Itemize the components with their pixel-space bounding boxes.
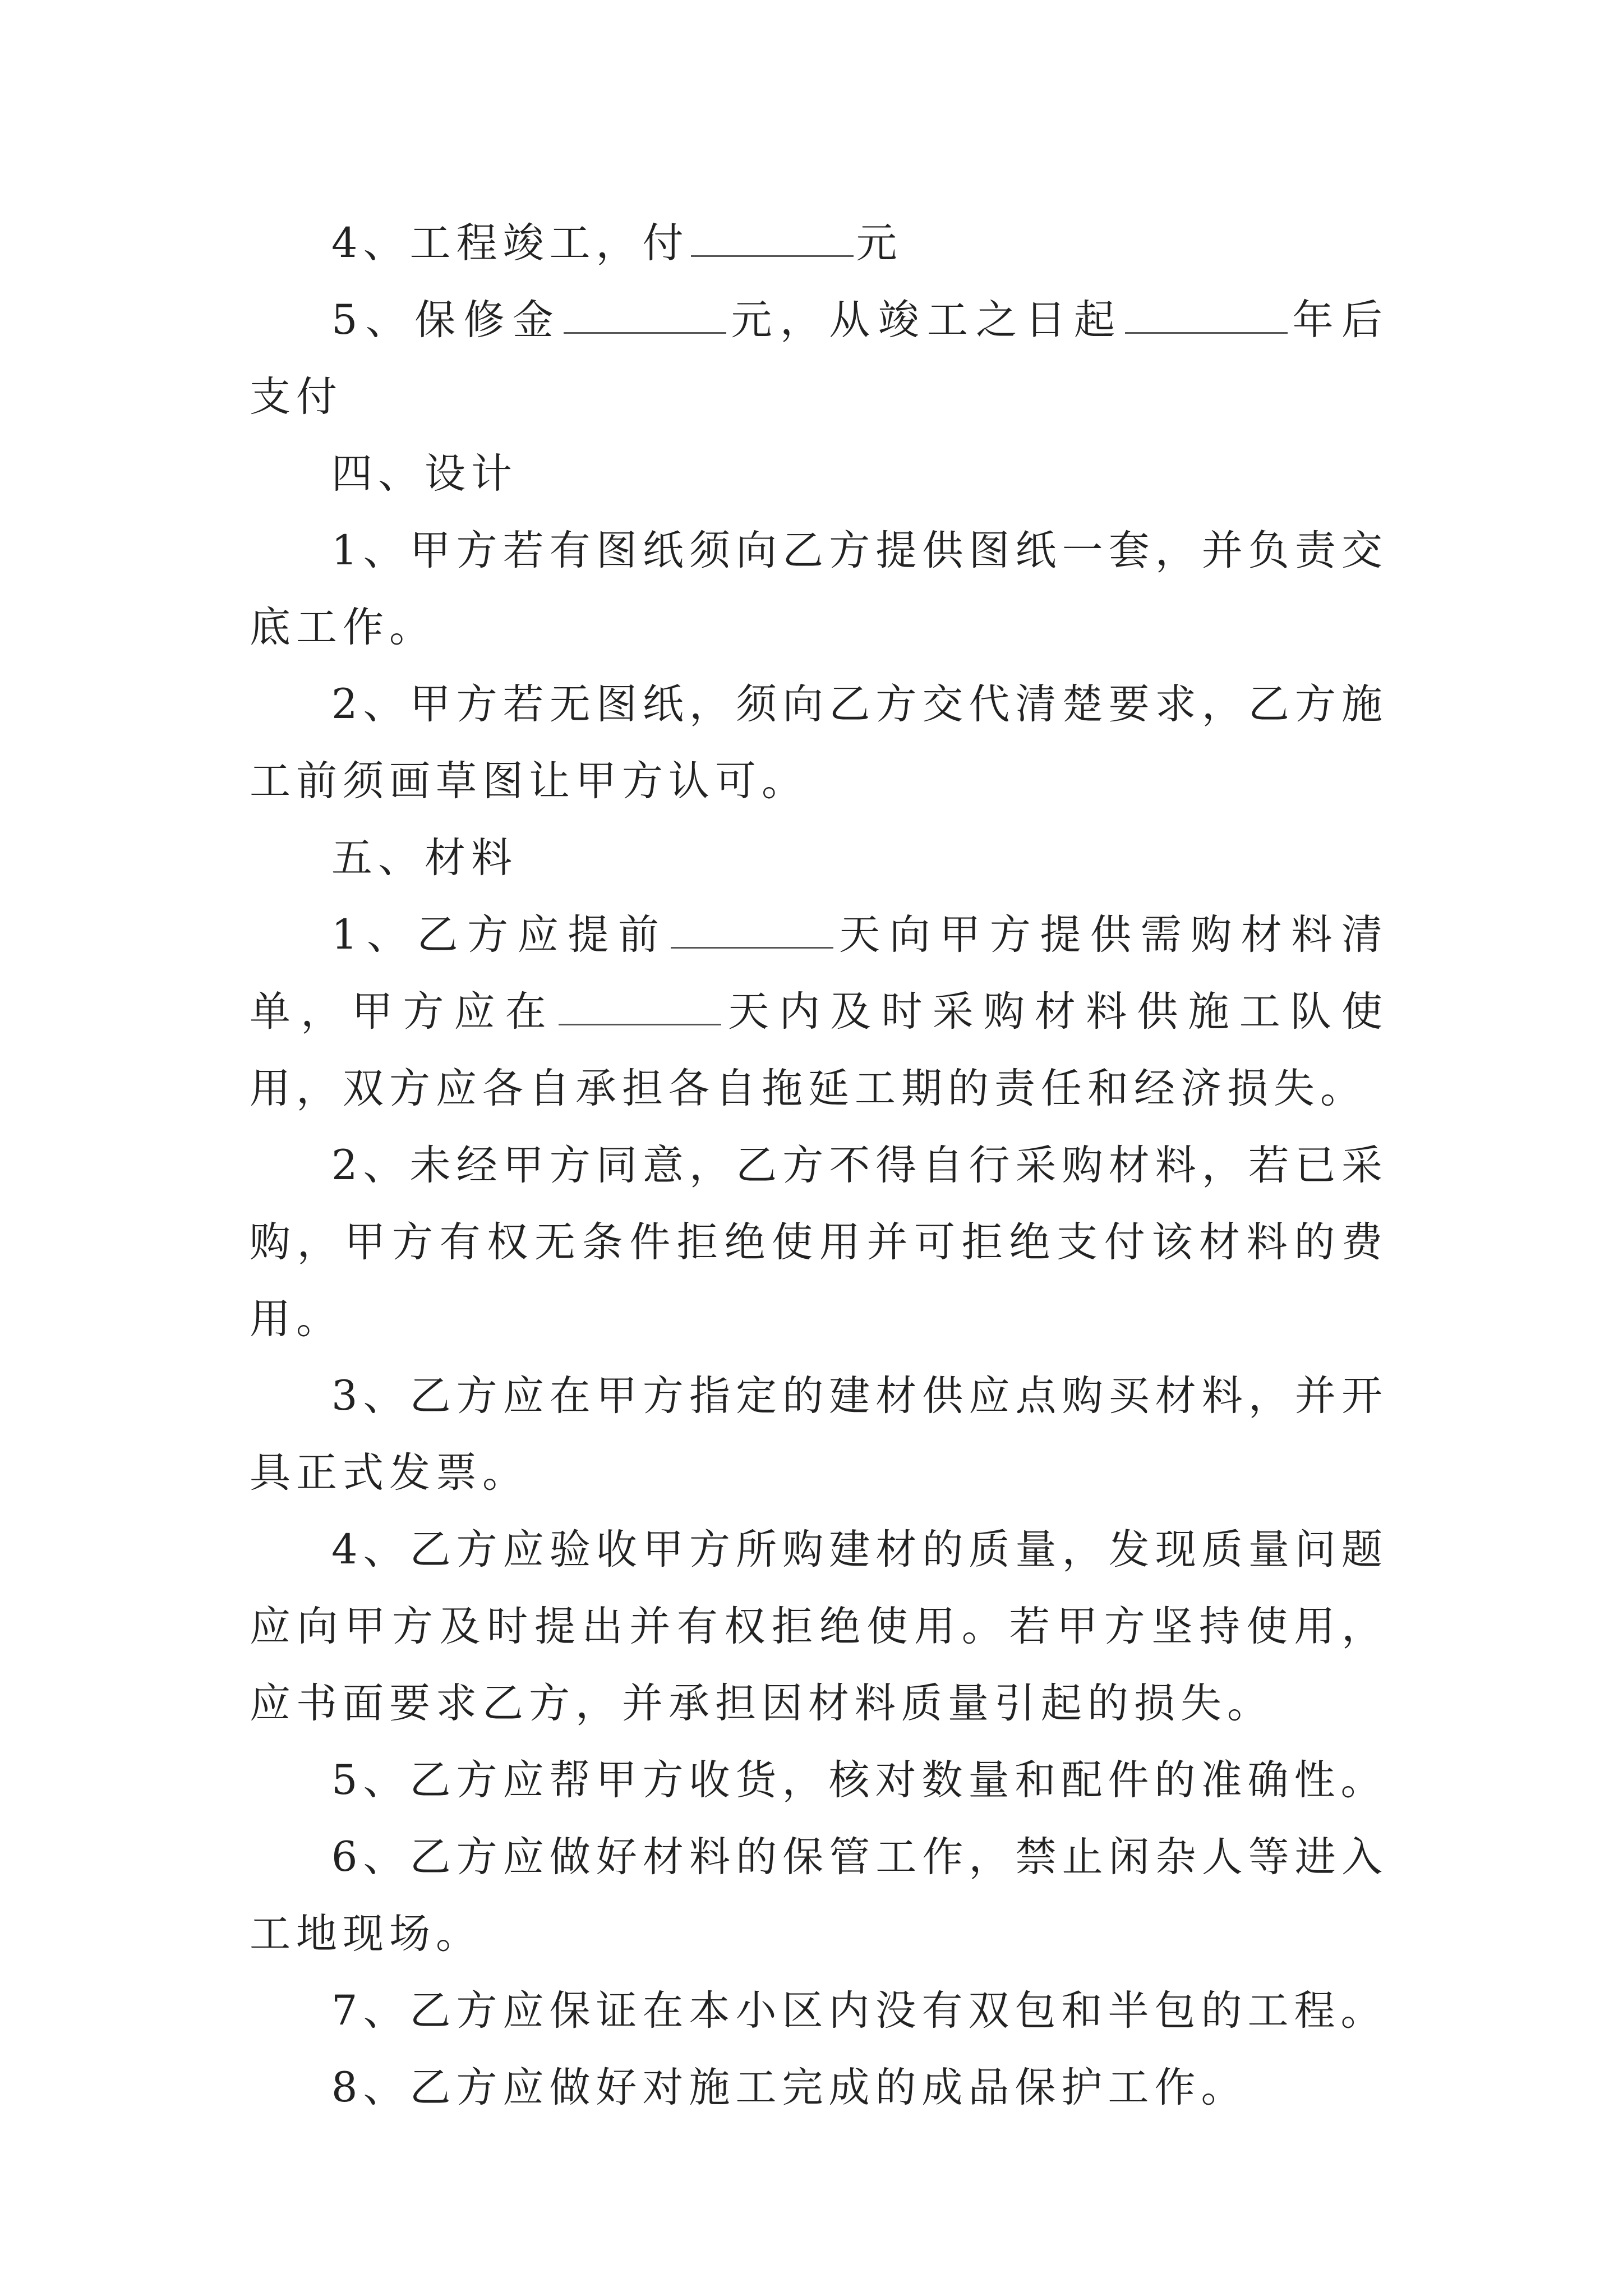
paragraph-text: 1、乙方应提前 [331,911,668,959]
paragraph-text: 元，从竣工之日起 [728,296,1123,344]
section-heading-materials [250,820,1388,896]
paragraph-design-2 [250,666,1388,820]
paragraph-text: 元 [856,219,903,267]
paragraph-text: 6、乙方应做好材料的保管工作，禁止闲杂人等进入工地现场。 [250,1833,1388,1958]
paragraph-materials-3 [250,1358,1388,1511]
document-body [250,205,1388,2126]
section-heading-design [250,435,1388,512]
fill-in-blank [559,991,721,1025]
paragraph-materials-1 [250,896,1388,1127]
fill-in-blank [1125,300,1288,334]
paragraph-text: 2、甲方若无图纸，须向乙方交代清楚要求，乙方施工前须画草图让甲方认可。 [250,680,1388,805]
heading-text: 四、设计 [331,450,518,498]
paragraph-text: 3、乙方应在甲方指定的建材供应点购买材料，并开具正式发票。 [250,1372,1388,1497]
fill-in-blank [671,914,833,949]
paragraph-completion-payment [250,205,1388,282]
paragraph-materials-7 [250,1972,1388,2049]
paragraph-text: 5、乙方应帮甲方收货，核对数量和配件的准确性。 [331,1756,1387,1804]
paragraph-design-1 [250,512,1388,666]
paragraph-text: 年后支付 [250,296,1389,421]
paragraph-materials-8 [250,2049,1388,2126]
paragraph-text: 1、甲方若有图纸须向乙方提供图纸一套，并负责交底工作。 [250,527,1388,651]
paragraph-text: 天内及时采购材料供施工队使用，双方应各自承担各自拖延工期的责任和经济损失。 [250,988,1389,1112]
paragraph-materials-5 [250,1742,1388,1819]
paragraph-text: 7、乙方应保证在本小区内没有双包和半包的工程。 [331,1987,1387,2035]
paragraph-text: 4、工程竣工，付 [331,219,689,267]
paragraph-materials-6 [250,1819,1388,1972]
paragraph-materials-4 [250,1511,1388,1742]
heading-text: 五、材料 [331,834,518,882]
paragraph-text: 4、乙方应验收甲方所购建材的质量，发现质量问题应向甲方及时提出并有权拒绝使用。若甲方坚持使用，应书面要求乙方，并承担因材料质量引起的损失。 [250,1526,1388,1727]
fill-in-blank [691,223,854,257]
fill-in-blank [564,300,726,334]
paragraph-materials-2 [250,1127,1388,1358]
paragraph-text: 天向甲方提供需购材料清单，甲方应在 [250,911,1388,1036]
paragraph-text: 8、乙方应做好对施工完成的成品保护工作。 [331,2064,1248,2111]
paragraph-warranty-deposit [250,282,1388,435]
paragraph-text: 2、未经甲方同意，乙方不得自行采购材料，若已采购，甲方有权无条件拒绝使用并可拒绝支付该材料的费用。 [250,1142,1388,1343]
paragraph-text: 5、保修金 [331,296,562,344]
